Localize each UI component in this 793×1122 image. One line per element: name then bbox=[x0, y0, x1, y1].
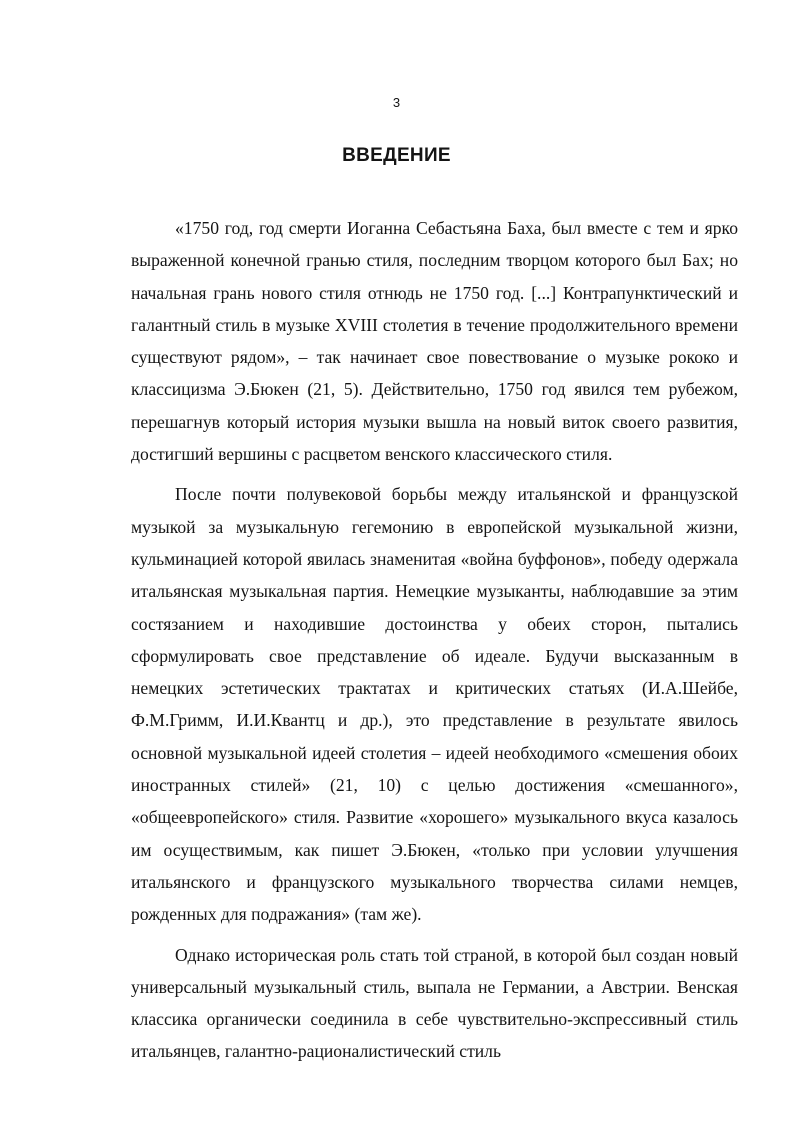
page-title: ВВЕДЕНИЕ bbox=[342, 145, 451, 166]
body-text bbox=[131, 212, 738, 1068]
page-number: 3 bbox=[392, 95, 401, 110]
paragraph-3: Однако историческая роль стать той страной, в которой был создан новый универсальный музыкальный стиль, выпала не Германии, а Австрии. Венская классика органически соединила в себе чувствительно-экспрессивный стиль итальянцев, галантно-рационалистический стиль bbox=[131, 944, 738, 1062]
paragraph-1: «1750 год, год смерти Иоганна Себастьяна Баха, был вместе с тем и ярко выраженной конечной гранью стиля, последним творцом которого был Бах; но начальная грань нового стиля отнюдь не 1750 год. [...] Контрапунктический и галантный стиль в музыке XVIII столетия в течение продолжительного времени существуют рядом», – так начинает свое повествование о музыке рококо и классицизма Э.Бюкен (21, 5). Действительно, 1750 год явился тем рубежом, перешагнув который история музыки вышла на новый виток своего развития, достигший вершины с расцветом венского классического стиля. bbox=[131, 218, 738, 465]
paragraph-2: После почти полувековой борьбы между итальянской и французской музыкой за музыкальную гегемонию в европейской музыкальной жизни, кульминацией которой явилась знаменитая «война буффонов», победу одержала итальянская музыкальная партия. Немецкие музыканты, наблюдавшие за этим состязанием и находившие достоинства у обеих сторон, пытались сформулировать свое представление об идеале. Будучи высказанным в немецких эстетических трактатах и критических статьях (И.А.Шейбе, Ф.М.Гримм, И.И.Квантц и др.), это представление в результате явилось основной музыкальной идеей столетия – идеей необходимого «смешения обоих иностранных стилей» (21, 10) с целью достижения «смешанного», «общеевропейского» стиля. Развитие «хорошего» музыкального вкуса казалось им осуществимым, как пишет Э.Бюкен, «только при условии улучшения итальянского и французского музыкального творчества силами немцев, рожденных для подражания» (там же). bbox=[131, 484, 738, 925]
